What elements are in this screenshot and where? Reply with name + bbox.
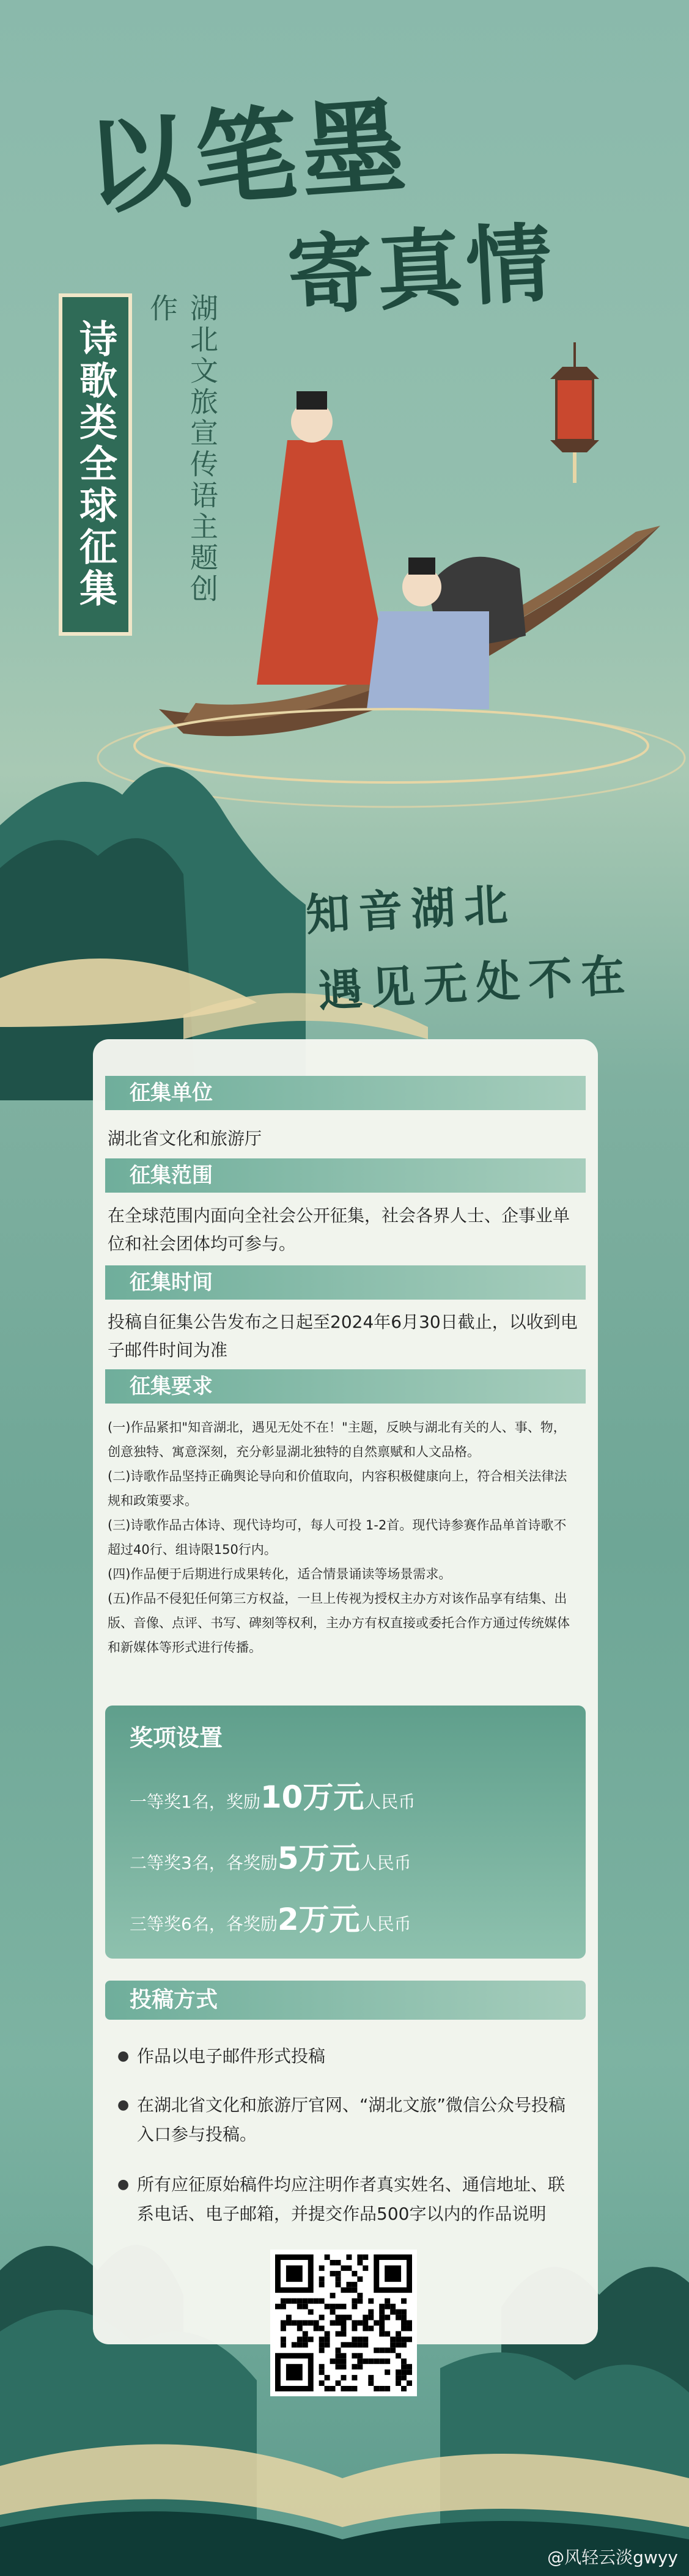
section-heading-period: 征集时间	[105, 1265, 586, 1300]
banner-text: 诗歌类全球征集	[73, 319, 118, 610]
qr-code[interactable]	[270, 2250, 417, 2396]
section-heading-scope: 征集范围	[105, 1158, 586, 1193]
title-line-2: 寄真情	[285, 213, 558, 328]
submission-item: ● 在湖北省文化和旅游厅官网、“湖北文旅”微信公众号投稿入口参与投稿。	[117, 2091, 576, 2149]
award-first	[130, 1773, 415, 1817]
submission-item: ● 所有应征原始稿件均应注明作者真实姓名、通信地址、联系电话、电子邮箱，并提交作品500字以内的作品说明	[117, 2170, 576, 2229]
award-third-prefix: 三等奖6名，各奖励	[130, 1914, 278, 1934]
requirement-item: (四)作品便于后期进行成果转化，适合情景诵读等场景需求。	[108, 1567, 452, 1581]
vertical-banner	[59, 293, 132, 636]
awards-heading: 奖项设置	[130, 1724, 223, 1751]
requirement-item: (二)诗歌作品坚持正确舆论导向和价值取向，内容积极健康向上，符合相关法律法规和政策要求。	[108, 1469, 567, 1508]
qr-code-image	[275, 2254, 412, 2391]
award-third-suffix: 人民币	[359, 1914, 411, 1934]
organizer-text: 湖北省文化和旅游厅	[108, 1128, 262, 1149]
awards-box	[105, 1706, 586, 1959]
section-heading-requirements: 征集要求	[105, 1369, 586, 1404]
title-line-1: 以笔墨	[82, 84, 413, 230]
requirement-item: (一)作品紧扣"知音湖北，遇见无处不在！"主题，反映与湖北有关的人、事、物，创意独特、寓意深刻，充分彰显湖北独特的自然禀赋和人文品格。	[108, 1420, 566, 1459]
award-first-amount: 10万元	[260, 1779, 364, 1815]
award-third-amount: 2万元	[277, 1902, 360, 1937]
requirement-item: (五)作品不侵犯任何第三方权益，一旦上传视为授权主办方对该作品享有结集、出版、音像、点评、书写、碑刻等权利，主办方有权直接或委托合作方通过传统媒体和新媒体等形式进行传播。	[108, 1591, 570, 1655]
section-heading-organizer: 征集单位	[105, 1076, 586, 1110]
award-first-prefix: 一等奖1名，奖励	[130, 1792, 260, 1812]
vertical-subtitle: 湖北文旅宣传语主题创作	[146, 293, 219, 605]
award-second	[130, 1834, 411, 1878]
award-third	[130, 1895, 411, 1939]
section-heading-submission: 投稿方式	[105, 1981, 586, 2020]
slogan-line-1: 知音湖北	[304, 878, 518, 941]
watermark: @风轻云淡gwyy	[547, 2547, 678, 2567]
award-second-prefix: 二等奖3名，各奖励	[130, 1853, 278, 1873]
submission-item: ● 作品以电子邮件形式投稿	[117, 2042, 576, 2071]
award-second-suffix: 人民币	[359, 1853, 411, 1873]
slogan-line-2: 遇见无处不在	[317, 948, 635, 1017]
scope-text: 在全球范围内面向全社会公开征集，社会各界人士、企事业单位和社会团体均可参与。	[108, 1205, 570, 1254]
period-text: 投稿自征集公告发布之日起至2024年6月30日截止，以收到电子邮件时间为准	[108, 1312, 578, 1360]
requirements-list	[108, 1415, 578, 1660]
requirement-item: (三)诗歌作品古体诗、现代诗均可，每人可投 1-2首。现代诗参赛作品单首诗歌不超过40行、组诗限150行内。	[108, 1518, 567, 1557]
content-card	[93, 1039, 598, 2344]
award-first-suffix: 人民币	[364, 1792, 416, 1812]
award-second-amount: 5万元	[277, 1841, 360, 1876]
